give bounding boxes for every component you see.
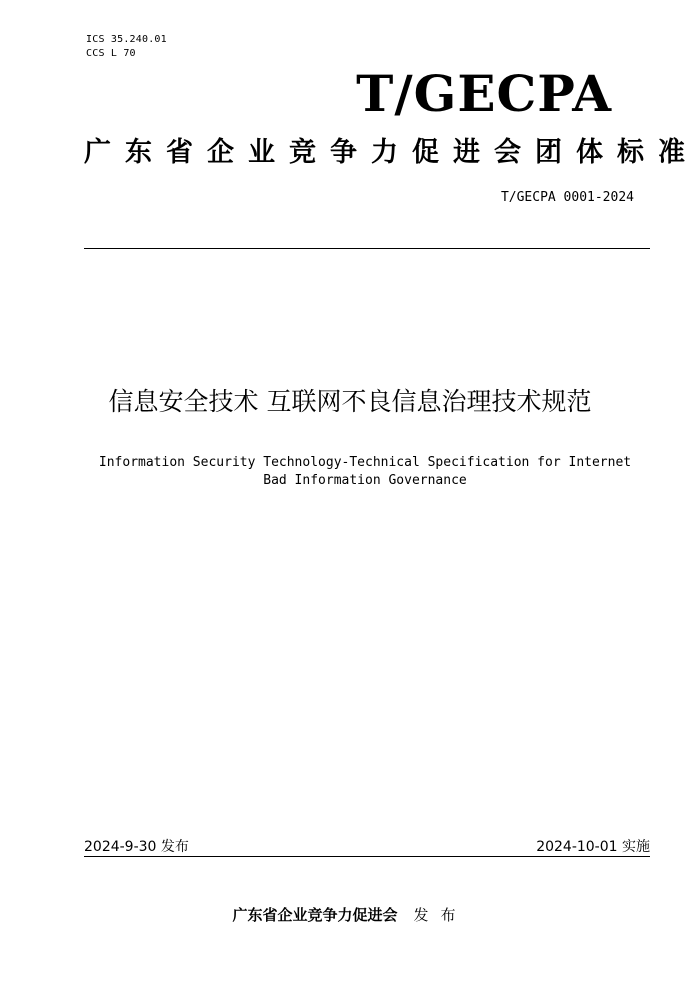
top-divider (84, 248, 650, 249)
standard-number: T/GECPA 0001-2024 (500, 190, 634, 205)
issuer-name: 广东省企业竞争力促进会 (232, 906, 398, 924)
issuer-action: 发布 (413, 906, 468, 924)
issuer-line (0, 905, 700, 925)
org-name-heading: 广东省企业竞争力促进会团体标准 (84, 137, 699, 168)
publish-date: 2024-9-30 发布 (84, 839, 189, 855)
ccs-code: CCS L 70 (86, 48, 136, 59)
bottom-divider (84, 856, 650, 857)
classification-codes (86, 33, 167, 61)
title-en-line-2: Bad Information Governance (263, 473, 467, 488)
document-title-zh: 信息安全技术 互联网不良信息治理技术规范 (108, 387, 592, 416)
ics-code: ICS 35.240.01 (86, 34, 167, 45)
org-code: T/GECPA (356, 64, 612, 123)
implement-date: 2024-10-01 实施 (536, 839, 650, 855)
title-en-line-1: Information Security Technology-Technical Specification for Internet (98, 455, 632, 470)
document-title-en (60, 454, 670, 490)
